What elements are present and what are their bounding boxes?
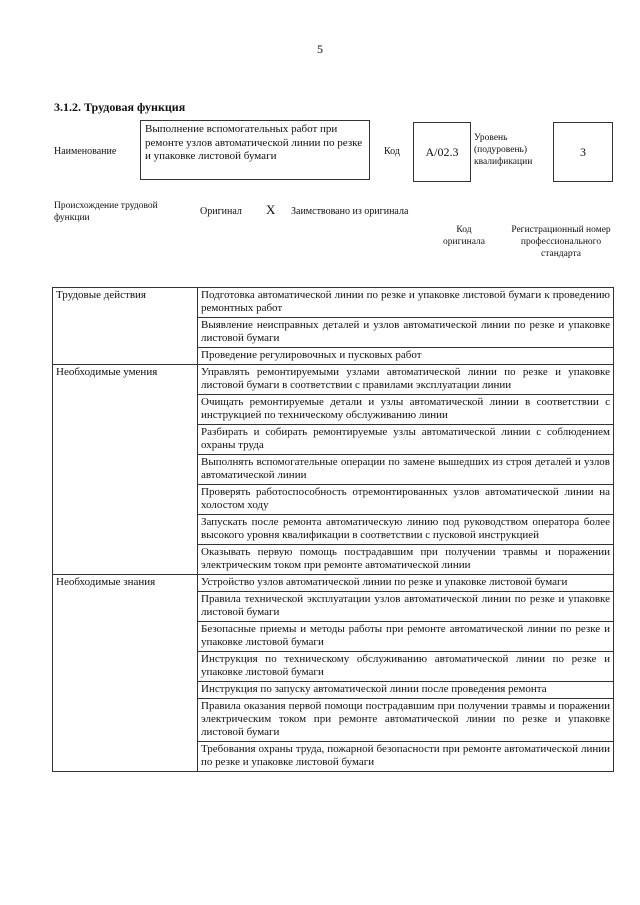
item-cell: Запускать после ремонта автоматическую линию под руководством оператора более высокого уровня квалификации в соответствии с пусковой инструкцией: [198, 515, 614, 545]
item-cell: Правила оказания первой помощи пострадавшим при получении травмы и поражении электрическим током при ремонте автоматической линии по резке и упаковке листовой бумаги: [198, 699, 614, 742]
table-row: [53, 425, 614, 455]
table-row: [53, 592, 614, 622]
table-row: [53, 348, 614, 365]
code-value: A/02.3: [413, 122, 471, 182]
item-cell: Правила технической эксплуатации узлов автоматической линии по резке и упаковке листовой бумаги: [198, 592, 614, 622]
category-cell: [53, 425, 198, 455]
category-cell: [53, 455, 198, 485]
table-row: [53, 365, 614, 395]
level-label: Уровень (подуровень) квалификации: [474, 133, 533, 167]
table-row: [53, 485, 614, 515]
category-cell: [53, 395, 198, 425]
table-row: [53, 318, 614, 348]
table-row: [53, 515, 614, 545]
item-cell: Выявление неисправных деталей и узлов автоматической линии по резке и упаковке листовой бумаги: [198, 318, 614, 348]
category-cell: [53, 485, 198, 515]
function-table: [52, 287, 614, 772]
table-row: [53, 682, 614, 699]
item-cell: Инструкция по техническому обслуживанию автоматической линии по резке и упаковке листовой бумаги: [198, 652, 614, 682]
category-cell: [53, 622, 198, 652]
category-cell: [53, 699, 198, 742]
origin-label: Происхождение трудовой функции: [54, 201, 158, 223]
section-title: 3.1.2. Трудовая функция: [54, 100, 186, 114]
table-row: [53, 622, 614, 652]
category-cell: Необходимые знания: [53, 575, 198, 592]
item-cell: Подготовка автоматической линии по резке и упаковке листовой бумаги к проведению ремонтных работ: [198, 288, 614, 318]
category-cell: [53, 545, 198, 575]
table-row: [53, 652, 614, 682]
table-row: [53, 395, 614, 425]
item-cell: Устройство узлов автоматической линии по резке и упаковке листовой бумаги: [198, 575, 614, 592]
category-cell: Необходимые умения: [53, 365, 198, 395]
name-label: Наименование: [54, 146, 117, 157]
reg-number-label: Регистрационный номер профессионального стандарта: [511, 225, 611, 259]
category-cell: Трудовые действия: [53, 288, 198, 318]
borrowed-label: Заимствовано из оригинала: [291, 206, 409, 217]
function-name-box: Выполнение вспомогательных работ при ремонте узлов автоматической линии по резке и упаковке листовой бумаги: [140, 120, 370, 180]
item-cell: Оказывать первую помощь пострадавшим при получении травмы и поражении электрическим током при ремонте автоматической линии: [198, 545, 614, 575]
item-cell: Проведение регулировочных и пусковых работ: [198, 348, 614, 365]
page-number: 5: [317, 42, 323, 56]
category-cell: [53, 515, 198, 545]
category-cell: [53, 318, 198, 348]
item-cell: Требования охраны труда, пожарной безопасности при ремонте автоматической линии по резке и упаковке листовой бумаги: [198, 742, 614, 772]
category-cell: [53, 742, 198, 772]
table-row: [53, 455, 614, 485]
item-cell: Разбирать и собирать ремонтируемые узлы автоматической линии с соблюдением охраны труда: [198, 425, 614, 455]
item-cell: Очищать ремонтируемые детали и узлы автоматической линии в соответствии с инструкцией по техническому обслуживанию линии: [198, 395, 614, 425]
original-label: Оригинал: [200, 206, 242, 217]
table-row: [53, 699, 614, 742]
level-value: 3: [553, 122, 613, 182]
table-row: [53, 288, 614, 318]
item-cell: Проверять работоспособность отремонтированных узлов автоматической линии на холостом ходу: [198, 485, 614, 515]
item-cell: Безопасные приемы и методы работы при ремонте автоматической линии по резке и упаковке листовой бумаги: [198, 622, 614, 652]
item-cell: Инструкция по запуску автоматической линии после проведения ремонта: [198, 682, 614, 699]
table-row: [53, 545, 614, 575]
code-label: Код: [384, 146, 400, 157]
category-cell: [53, 592, 198, 622]
table-row: [53, 575, 614, 592]
original-mark: X: [266, 202, 276, 217]
category-cell: [53, 652, 198, 682]
table-row: [53, 742, 614, 772]
item-cell: Выполнять вспомогательные операции по замене вышедших из строя деталей и узлов автоматической линии: [198, 455, 614, 485]
category-cell: [53, 682, 198, 699]
item-cell: Управлять ремонтируемыми узлами автоматической линии по резке и упаковке листовой бумаги в соответствии с правилами эксплуатации линии: [198, 365, 614, 395]
code-original-label: Код оригинала: [443, 225, 485, 247]
category-cell: [53, 348, 198, 365]
